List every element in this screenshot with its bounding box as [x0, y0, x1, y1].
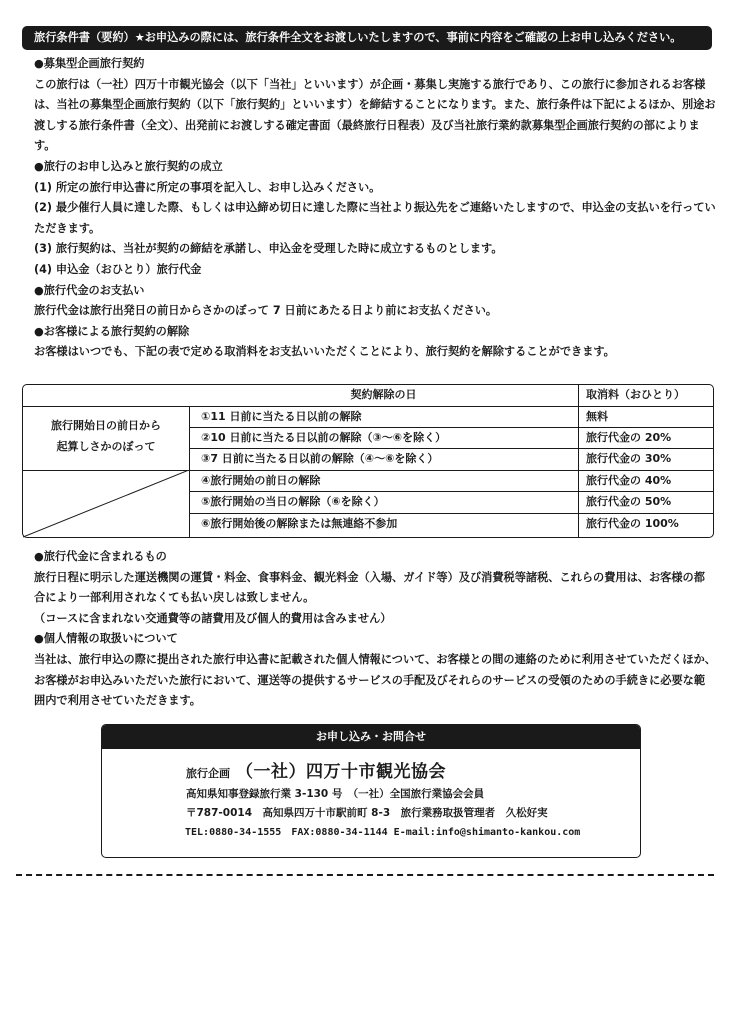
organizer-line — [186, 759, 640, 785]
application-item-1: (1) 所定の旅行申込書に所定の事項を記入し、お申し込みください。 — [34, 180, 381, 194]
cancel-fee-cell: 旅行代金の 30% — [586, 452, 672, 465]
section-body-tour-contract: この旅行は（一社）四万十市観光協会（以下「当社」といいます）が企画・募集し実施する旅行であり、この旅行に参加されるお客様は、当社の募集型企画旅行契約（以下「旅行契約」といいます）を締結することになります。また、旅行条件は下記によるほか、別途お渡しする旅行条件書（全文）、出発前にお渡しする確定書面（最終旅行日程表）及び当社旅行業約款募集型企画旅行契約の部によります。 — [34, 77, 716, 153]
table-rule — [23, 406, 713, 407]
terms-banner: 旅行条件書（要約）★お申込みの際には、旅行条件全文をお渡しいたしますので、事前に内容をご確認の上お申し込みください。 — [22, 26, 712, 50]
header-cancel-fee: 取消料（おひとり） — [586, 388, 685, 401]
application-item-3: (3) 旅行契約は、当社が契約の締結を承諾し、申込金を受理した時に成立するものとします。 — [34, 242, 503, 256]
cancel-fee-cell: 無料 — [586, 410, 608, 423]
section-note-included: （コースに含まれない交通費等の諸費用及び個人的費用は含みません） — [34, 611, 392, 625]
cut-line — [16, 874, 714, 876]
cancel-day-cell: ⑥旅行開始後の解除または無連絡不参加 — [201, 517, 398, 530]
section-title-cancellation: ● お客様による旅行契約の解除 — [34, 322, 716, 343]
application-item-2: (2) 最少催行人員に達した際、もしくは申込締め切日に達した際に当社より振込先をご連絡いたしますので、申込金の支払いを行っていただきます。 — [34, 201, 716, 235]
cancel-fee-cell: 旅行代金の 20% — [586, 431, 672, 444]
tel-fax-email[interactable]: TEL:0880-34-1555 FAX:0880-34-1144 E-mail:info@shimanto-kankou.com — [185, 827, 581, 838]
section-body-privacy: 当社は、旅行申込の際に提出された旅行申込書に記載された個人情報について、お客様との間の連絡のために利用させていただくほか、お客様がお申込みいただいた旅行において、運送等の提供するサービスの手配及びそれらのサービスの受領のための手続きに必要な範囲内で利用させていただきます。 — [34, 652, 716, 708]
table-rule — [578, 385, 579, 537]
section-body-included: 旅行日程に明示した運送機関の運賃・料金、食事料金、観光料金（入場、ガイド等）及び消費税等諸税、これらの費用は、お客様の都合により一部利用されなくても払い戻しは致しません。 — [34, 570, 705, 605]
organizer-name: （一社）四万十市観光協会 — [236, 762, 446, 782]
section-title-privacy: ● 個人情報の取扱いについて — [34, 629, 716, 650]
cancel-day-cell: ⑤旅行開始の当日の解除（⑥を除く） — [201, 495, 385, 508]
section-title-payment: ● 旅行代金のお支払い — [34, 281, 716, 302]
header-cancel-day: 契約解除の日 — [350, 388, 417, 401]
organizer-prefix: 旅行企画 — [186, 767, 230, 780]
application-item-4: (4) 申込金（おひとり）旅行代金 — [34, 262, 202, 276]
group-label-line1: 旅行開始日の前日から — [51, 419, 161, 432]
contact-box — [101, 724, 641, 858]
contact-header: お申し込み・お問合せ — [102, 725, 640, 749]
group-label-line2: 起算しさかのぼって — [56, 440, 156, 453]
terms-sections-bottom — [34, 547, 716, 712]
section-body-cancellation: お客様はいつでも、下記の表で定める取消料をお支払いいただくことにより、旅行契約を解除することができます。 — [34, 345, 615, 359]
cancel-day-cell: ③7 日前に当たる日以前の解除（④～⑥を除く） — [201, 452, 439, 465]
diagonal-slash — [23, 470, 189, 538]
cancel-day-cell: ①11 日前に当たる日以前の解除 — [201, 410, 362, 423]
cancel-fee-cell: 旅行代金の 50% — [586, 495, 672, 508]
cancel-fee-cell: 旅行代金の 100% — [586, 517, 679, 530]
cancel-day-cell: ④旅行開始の前日の解除 — [201, 474, 321, 487]
section-title-application: ● 旅行のお申し込みと旅行契約の成立 — [34, 157, 716, 178]
cancellation-fee-table — [22, 384, 714, 538]
section-title-included: ● 旅行代金に含まれるもの — [34, 547, 716, 568]
cancel-fee-cell: 旅行代金の 40% — [586, 474, 672, 487]
section-title-tour-contract: ● 募集型企画旅行契約 — [34, 54, 716, 75]
address-info: 〒787-0014 高知県四万十市駅前町 8-3 旅行業務取扱管理者 久松好実 — [186, 807, 548, 819]
contact-body — [102, 759, 640, 842]
table-rule — [189, 406, 190, 537]
terms-sections-top — [34, 54, 716, 363]
registration-info: 高知県知事登録旅行業 3-130 号 （一社）全国旅行業協会会員 — [186, 788, 485, 800]
cancel-day-cell: ②10 日前に当たる日以前の解除（③～⑥を除く） — [201, 431, 447, 444]
section-body-payment: 旅行代金は旅行出発日の前日からさかのぼって 7 日前にあたる日より前にお支払ください。 — [34, 304, 498, 318]
